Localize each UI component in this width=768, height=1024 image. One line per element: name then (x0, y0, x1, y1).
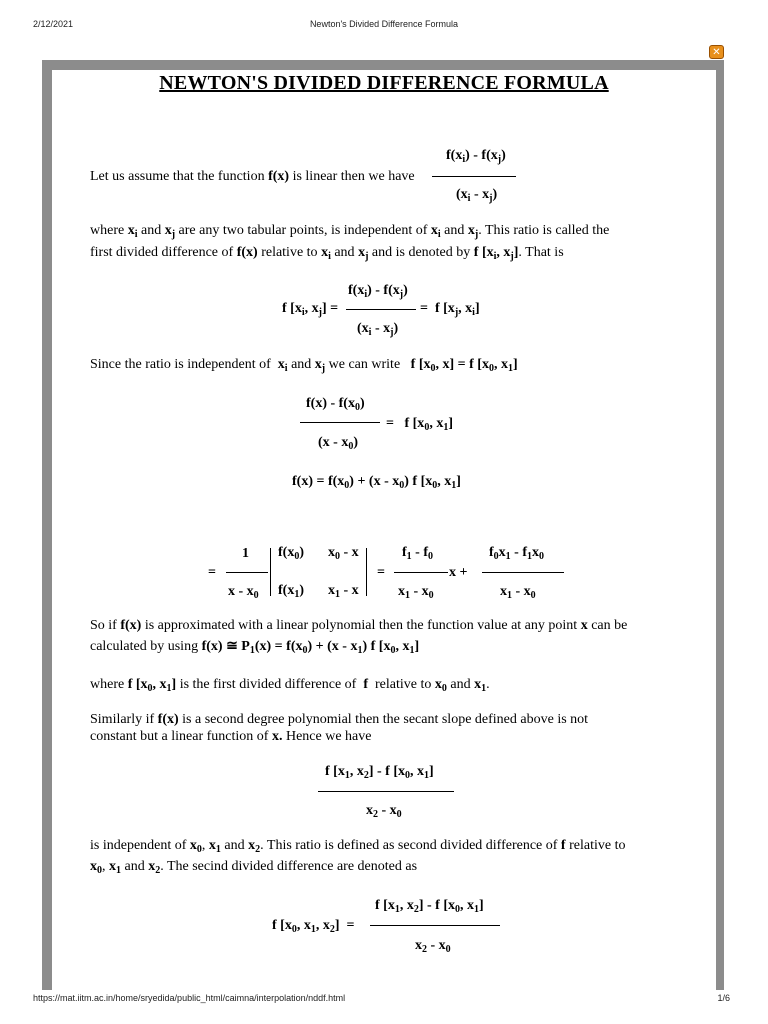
eq2-rhs: = f [$x_j$, $x_i$] (420, 301, 480, 318)
eq2-lhs: f [$x_i$, $x_j$] = (282, 301, 339, 318)
eq2-fraction-bar (346, 309, 416, 310)
page-title: NEWTON'S DIVIDED DIFFERENCE FORMULA (159, 72, 609, 94)
eq5-determinant-left-bar (270, 548, 271, 596)
print-page-number: 1/6 (717, 993, 730, 1003)
eq6-numerator: f [$x_1$, $x_2$] - f [$x_0$, $x_1$] (325, 764, 434, 781)
eq1-denominator: $(x_i - x_j)$ (456, 187, 498, 204)
eq5-det-a12: $x_0$ - x (328, 545, 359, 562)
paragraph-first-difference: where f [$x_0$, $x_1$] is the first divided difference of f relative to $x_0$ and $x_1$. (90, 677, 490, 694)
eq3-numerator: $f(x) - f(x_0)$ (306, 396, 365, 413)
eq5-x-plus: x + (449, 565, 468, 580)
eq2-denominator: $(x_i - x_j)$ (357, 321, 399, 338)
eq5-det-a21: $f(x_1)$ (278, 583, 304, 600)
eq5-determinant-right-bar (366, 548, 367, 596)
eq7-denominator: $x_2 - x_0$ (415, 938, 451, 955)
paragraph-intro: Let us assume that the function f(x) is linear then we have (90, 169, 415, 184)
eq5-coef-denominator: x - $x_0$ (228, 584, 259, 601)
eq2-numerator: $f(x_i) - f(x_j)$ (348, 283, 408, 300)
paragraph-approximation-line1: So if f(x) is approximated with a linear polynomial then the function value at any point x can be (90, 618, 628, 633)
print-url: https://mat.iitm.ac.in/home/sryedida/public_html/caimna/interpolation/nddf.html (33, 993, 346, 1003)
eq4-linear-form: $f(x) = f(x_0) + (x - x_0)$ f [$x_0$, $x_1$] (292, 474, 461, 491)
eq5-frac2-numerator: $f_0x_1 - f_1x_0$ (489, 545, 544, 562)
paragraph-definition-line1: where $x_i$ and $x_j$ are any two tabular points, is independent of $x_i$ and $x_j$. This ratio is called the (90, 223, 610, 240)
eq5-frac2-denominator: $x_1 - x_0$ (500, 584, 536, 601)
eq7-lhs: f [$x_0$, $x_1$, $x_2$] = (272, 918, 355, 935)
close-icon[interactable]: ✕ (709, 45, 724, 59)
eq7-numerator: f [$x_1$, $x_2$] - f [$x_0$, $x_1$] (375, 898, 484, 915)
eq5-coef-numerator: 1 (242, 546, 249, 561)
paragraph-definition-line2: first divided difference of f(x) relative to $x_i$ and $x_j$ and is denoted by f [$x_i$, $x_j$]. That is (90, 245, 564, 262)
eq1-numerator: $f(x_i) - f(x_j)$ (446, 148, 506, 165)
eq5-frac1-denominator: $x_1 - x_0$ (398, 584, 434, 601)
print-date: 2/12/2021 (33, 19, 74, 29)
eq3-denominator: $(x - x_0)$ (318, 435, 358, 452)
eq6-fraction-bar (318, 791, 454, 792)
eq3-fraction-bar (300, 422, 380, 423)
eq5-det-a11: $f(x_0)$ (278, 545, 304, 562)
print-page-title: Newton's Divided Difference Formula (309, 19, 459, 29)
eq3-rhs: = f [$x_0$, $x_1$] (386, 416, 453, 433)
paragraph-second-difference-line1: is independent of $x_0$, $x_1$ and $x_2$. This ratio is defined as second divided difference of f relative to (90, 838, 626, 855)
paragraph-second-degree-line1: Similarly if f(x) is a second degree polynomial then the secant slope defined above is not (90, 712, 589, 727)
eq7-fraction-bar (370, 925, 500, 926)
eq1-fraction-bar (432, 176, 516, 177)
eq5-frac2-bar (482, 572, 564, 573)
print-header (0, 19, 768, 31)
paragraph-independence: Since the ratio is independent of $x_i$ and $x_j$ we can write f [$x_0$, x] = f [$x_0$, $x_1$] (90, 357, 518, 374)
eq5-equals: = (208, 565, 216, 580)
eq6-denominator: $x_2 - x_0$ (366, 803, 402, 820)
paragraph-second-difference-line2: $x_0$, $x_1$ and $x_2$. The secind divided difference are denoted as (90, 859, 418, 876)
eq5-coef-bar (226, 572, 268, 573)
eq5-frac1-bar (394, 572, 448, 573)
paragraph-second-degree-line2: constant but a linear function of x. Hence we have (90, 729, 372, 744)
eq5-det-a22: $x_1$ - x (328, 583, 359, 600)
eq5-frac1-numerator: $f_1 - f_0$ (402, 545, 433, 562)
print-footer (0, 993, 768, 1005)
paragraph-approximation-line2: calculated by using f(x) ≅ $P_1(x) = f(x_0) + (x - x_1)$ f [$x_0$, $x_1$] (90, 639, 420, 656)
eq5-equals-2: = (377, 565, 385, 580)
